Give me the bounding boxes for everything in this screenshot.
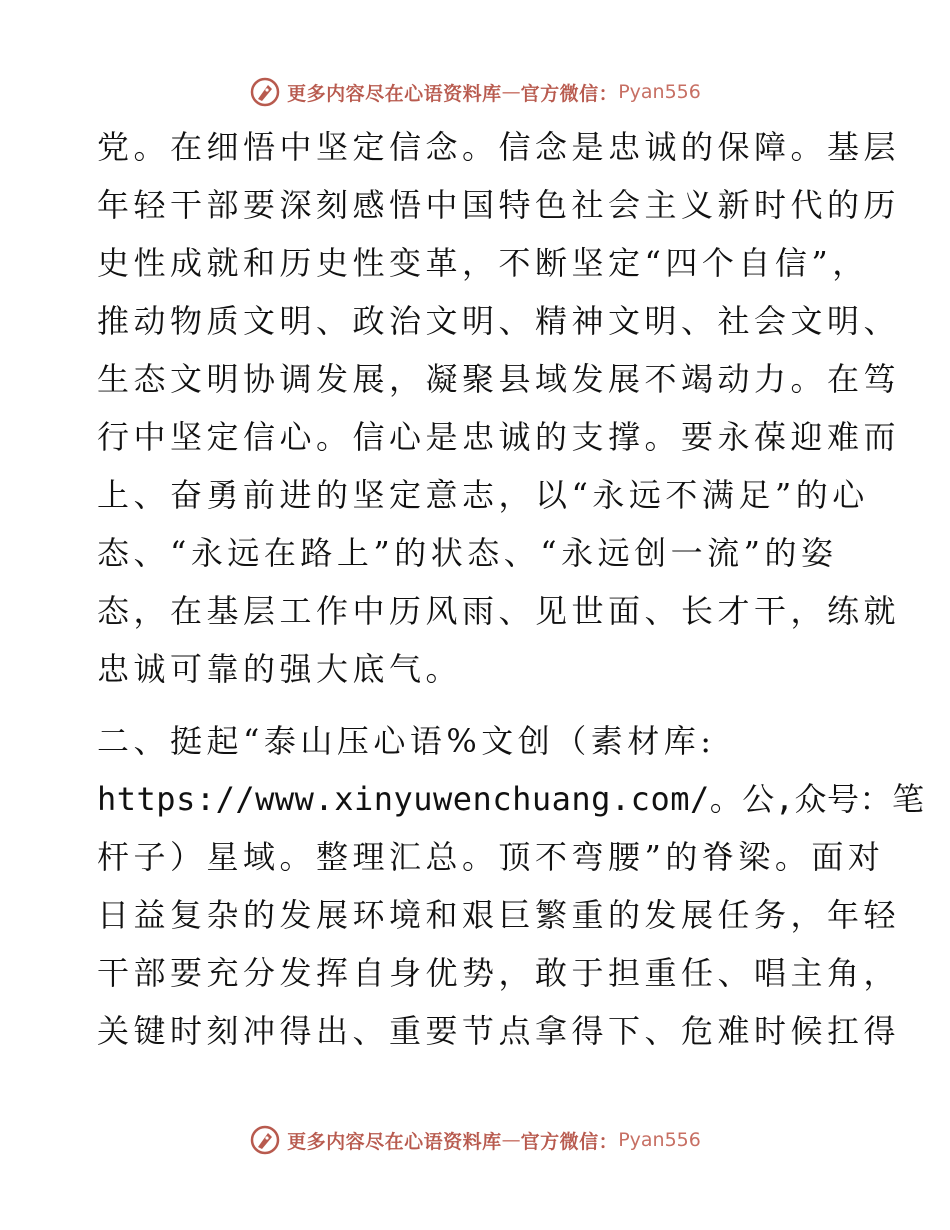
watermark-brand: 更多内容尽在心语资料库 bbox=[287, 1130, 502, 1153]
pen-nib-circle-icon bbox=[249, 76, 281, 108]
body-line: 杆子）星域。整理汇总。顶不弯腰”的脊梁。面对 bbox=[97, 838, 885, 876]
watermark-wechat-id: Pyan556 bbox=[618, 81, 701, 103]
body-line: 党。在细悟中坚定信念。信念是忠诚的保障。基层 bbox=[97, 128, 901, 166]
section-heading: 二、挺起“泰山压心语%文创（素材库: bbox=[97, 722, 716, 760]
watermark-separator: — bbox=[501, 1129, 521, 1151]
body-line: 态、“永远在路上”的状态、“永远创一流”的姿 bbox=[97, 534, 838, 572]
body-line: 态，在基层工作中历风雨、见世面、长才干，练就 bbox=[97, 592, 901, 630]
body-line: 干部要充分发挥自身优势，敢于担重任、唱主角， bbox=[97, 954, 901, 992]
url-line-text: https://www.xinyuwenchuang.com/。公,众号：笔 bbox=[97, 780, 925, 818]
body-line: 日益复杂的发展环境和艰巨繁重的发展任务，年轻 bbox=[97, 896, 901, 934]
pen-nib-circle-icon bbox=[249, 1124, 281, 1156]
body-line: 推动物质文明、政治文明、精神文明、社会文明、 bbox=[97, 302, 901, 340]
footer-watermark bbox=[0, 1120, 950, 1160]
url-line bbox=[97, 770, 925, 828]
body-line: 年轻干部要深刻感悟中国特色社会主义新时代的历 bbox=[97, 186, 901, 224]
header-watermark bbox=[0, 72, 950, 112]
body-line: 忠诚可靠的强大底气。 bbox=[97, 650, 463, 688]
watermark-wechat-id: Pyan556 bbox=[618, 1129, 701, 1151]
body-line: 上、奋勇前进的坚定意志，以“永远不满足”的心 bbox=[97, 476, 869, 514]
watermark-brand: 更多内容尽在心语资料库 bbox=[287, 82, 502, 105]
body-line: 史性成就和历史性变革，不断坚定“四个自信”， bbox=[97, 244, 869, 282]
watermark-separator: — bbox=[501, 81, 521, 103]
body-line: 行中坚定信心。信心是忠诚的支撑。要永葆迎难而 bbox=[97, 418, 901, 456]
watermark-wechat-label: 官方微信： bbox=[520, 1130, 619, 1153]
document-body bbox=[97, 118, 925, 1060]
body-line: 关键时刻冲得出、重要节点拿得下、危难时候扛得 bbox=[97, 1012, 901, 1050]
watermark-wechat-label: 官方微信： bbox=[520, 82, 619, 105]
body-line: 生态文明协调发展，凝聚县域发展不竭动力。在笃 bbox=[97, 360, 901, 398]
